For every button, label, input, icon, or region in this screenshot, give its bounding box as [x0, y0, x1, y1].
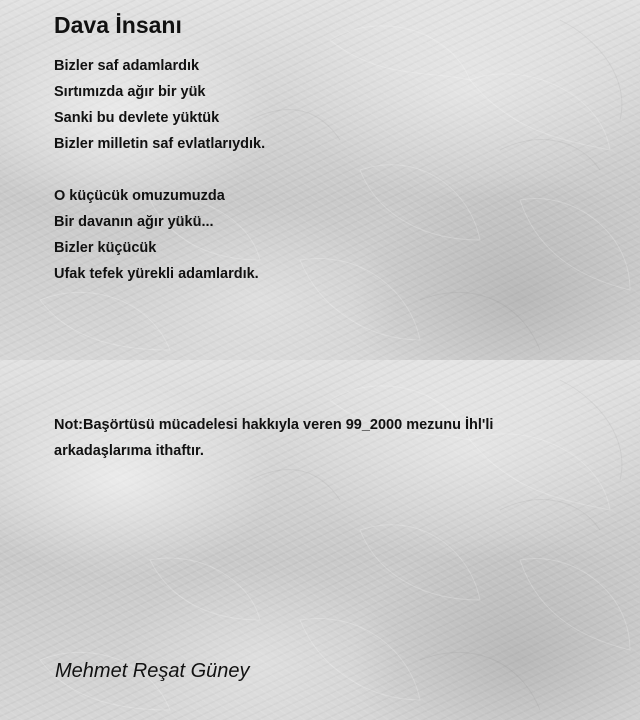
poem-line: Bizler saf adamlardık	[54, 58, 200, 74]
poem-line: Sırtımızda ağır bir yük	[54, 84, 206, 100]
dedication-note: Not:Başörtüsü mücadelesi hakkıyla veren 99_2000 mezunu İhl'li arkadaşlarıma ithaftır.	[54, 417, 494, 459]
poem-line: Bir davanın ağır yükü...	[54, 214, 214, 230]
poem-title: Dava İnsanı	[54, 12, 182, 38]
poem-line: Bizler küçücük	[54, 240, 157, 256]
poem-stanza-2	[54, 183, 259, 287]
poem-line: Ufak tefek yürekli adamlardık.	[54, 266, 259, 282]
author-name: Mehmet Reşat Güney	[55, 660, 250, 682]
poem-line: Bizler milletin saf evlatlarıydık.	[54, 136, 266, 152]
poem-line: O küçücük omuzumuzda	[54, 188, 225, 204]
poem-panel-bottom	[0, 360, 640, 720]
poem-stanza-1	[54, 53, 265, 157]
poem-line: Sanki bu devlete yüktük	[54, 110, 220, 126]
